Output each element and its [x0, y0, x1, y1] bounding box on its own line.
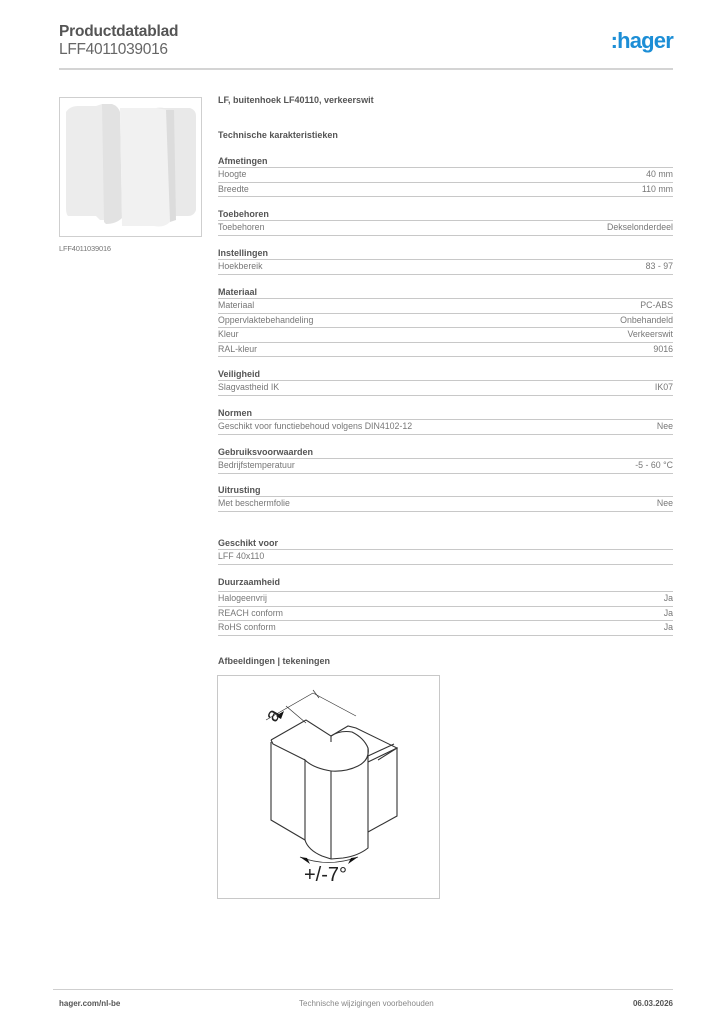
section-title: Normen [218, 407, 673, 420]
section-title: Geschikt voor [218, 537, 673, 550]
product-photo-icon [60, 98, 201, 236]
section-title: Materiaal [218, 286, 673, 299]
spec-value: 83 - 97 [645, 261, 673, 271]
section-instellingen [218, 247, 673, 275]
spec-row [218, 459, 673, 474]
spec-row [218, 260, 673, 275]
section-duurzaamheid [218, 576, 673, 636]
section-title: Gebruiksvoorwaarden [218, 446, 673, 459]
spec-label: Bedrijfstemperatuur [218, 460, 295, 470]
spec-value: Nee [656, 498, 673, 508]
section-title: Veiligheid [218, 368, 673, 381]
document-date: 06.03.2026 [632, 999, 673, 1008]
spec-row [218, 168, 673, 183]
spec-label: Kleur [218, 329, 239, 339]
dimension-label: a [260, 704, 286, 726]
spec-value: 9016 [653, 343, 673, 354]
spec-row [218, 183, 673, 198]
section-toebehoren [218, 208, 673, 236]
spec-row [218, 550, 673, 565]
spec-value: Verkeerswit [627, 329, 673, 339]
section-normen [218, 407, 673, 435]
spec-row [218, 420, 673, 435]
tech-characteristics-title: Technische karakteristieken [218, 130, 338, 140]
main-content [218, 95, 673, 142]
footer-divider [53, 989, 673, 990]
section-title: Uitrusting [218, 484, 673, 497]
spec-value: PC-ABS [640, 300, 673, 310]
section-gebruiksvoorwaarden [218, 446, 673, 474]
product-name: LF, buitenhoek LF40110, verkeerswit [218, 95, 374, 105]
spec-row [218, 381, 673, 396]
section-title: Instellingen [218, 247, 673, 260]
spec-label: Met beschermfolie [218, 498, 290, 508]
spec-label: Toebehoren [218, 222, 265, 232]
spec-label: Materiaal [218, 300, 255, 310]
spec-row [218, 299, 673, 314]
website-link[interactable]: hager.com/nl-be [59, 999, 121, 1008]
section-veiligheid [218, 368, 673, 396]
hager-logo: :hager [610, 28, 673, 53]
spec-value: IK07 [654, 382, 673, 392]
spec-value: 40 mm [646, 169, 673, 179]
spec-row [218, 621, 673, 636]
spec-value: Onbehandeld [620, 314, 673, 325]
section-title: Toebehoren [218, 208, 673, 221]
technical-drawing [217, 675, 440, 899]
section-title: Duurzaamheid [218, 576, 673, 592]
spec-row [218, 607, 673, 622]
spec-row [218, 328, 673, 343]
product-code: LFF4011039016 [59, 41, 168, 58]
angle-label: +/-7° [304, 864, 348, 886]
spec-label: REACH conform [218, 607, 284, 618]
product-image [59, 97, 202, 237]
page-header [59, 20, 673, 70]
spec-value: Nee [656, 421, 673, 431]
spec-label: Geschikt voor functiebehoud volgens DIN4102-12 [218, 421, 413, 431]
section-uitrusting [218, 484, 673, 512]
product-image-caption: LFF4011039016 [59, 244, 111, 253]
disclaimer: Technische wijzigingen voorbehouden [299, 999, 434, 1008]
spec-row [218, 343, 673, 358]
spec-label: Slagvastheid IK [218, 382, 280, 392]
header-divider [59, 68, 673, 70]
spec-row [218, 221, 673, 236]
spec-value: Dekselonderdeel [606, 222, 673, 232]
spec-row [218, 592, 673, 607]
spec-label: Hoogte [218, 169, 247, 179]
spec-label: RoHS conform [218, 622, 276, 632]
spec-label: RAL-kleur [218, 343, 258, 354]
section-materiaal [218, 286, 673, 357]
spec-label: Oppervlaktebehandeling [218, 314, 314, 325]
document-title: Productdatablad [59, 23, 179, 40]
section-geschikt-voor [218, 537, 673, 565]
spec-label: LFF 40x110 [218, 551, 265, 561]
spec-label: Halogeenvrij [218, 593, 267, 603]
spec-value: 110 mm [641, 183, 673, 194]
section-afmetingen [218, 155, 673, 197]
spec-row [218, 314, 673, 329]
spec-label: Hoekbereik [218, 261, 263, 271]
drawings-title: Afbeeldingen | tekeningen [218, 656, 331, 666]
spec-value: -5 - 60 °C [635, 460, 673, 470]
spec-value: Ja [663, 607, 673, 618]
spec-value: Ja [663, 593, 673, 603]
spec-row [218, 497, 673, 512]
spec-value: Ja [663, 622, 673, 632]
section-title: Afmetingen [218, 155, 673, 168]
spec-label: Breedte [218, 183, 249, 194]
